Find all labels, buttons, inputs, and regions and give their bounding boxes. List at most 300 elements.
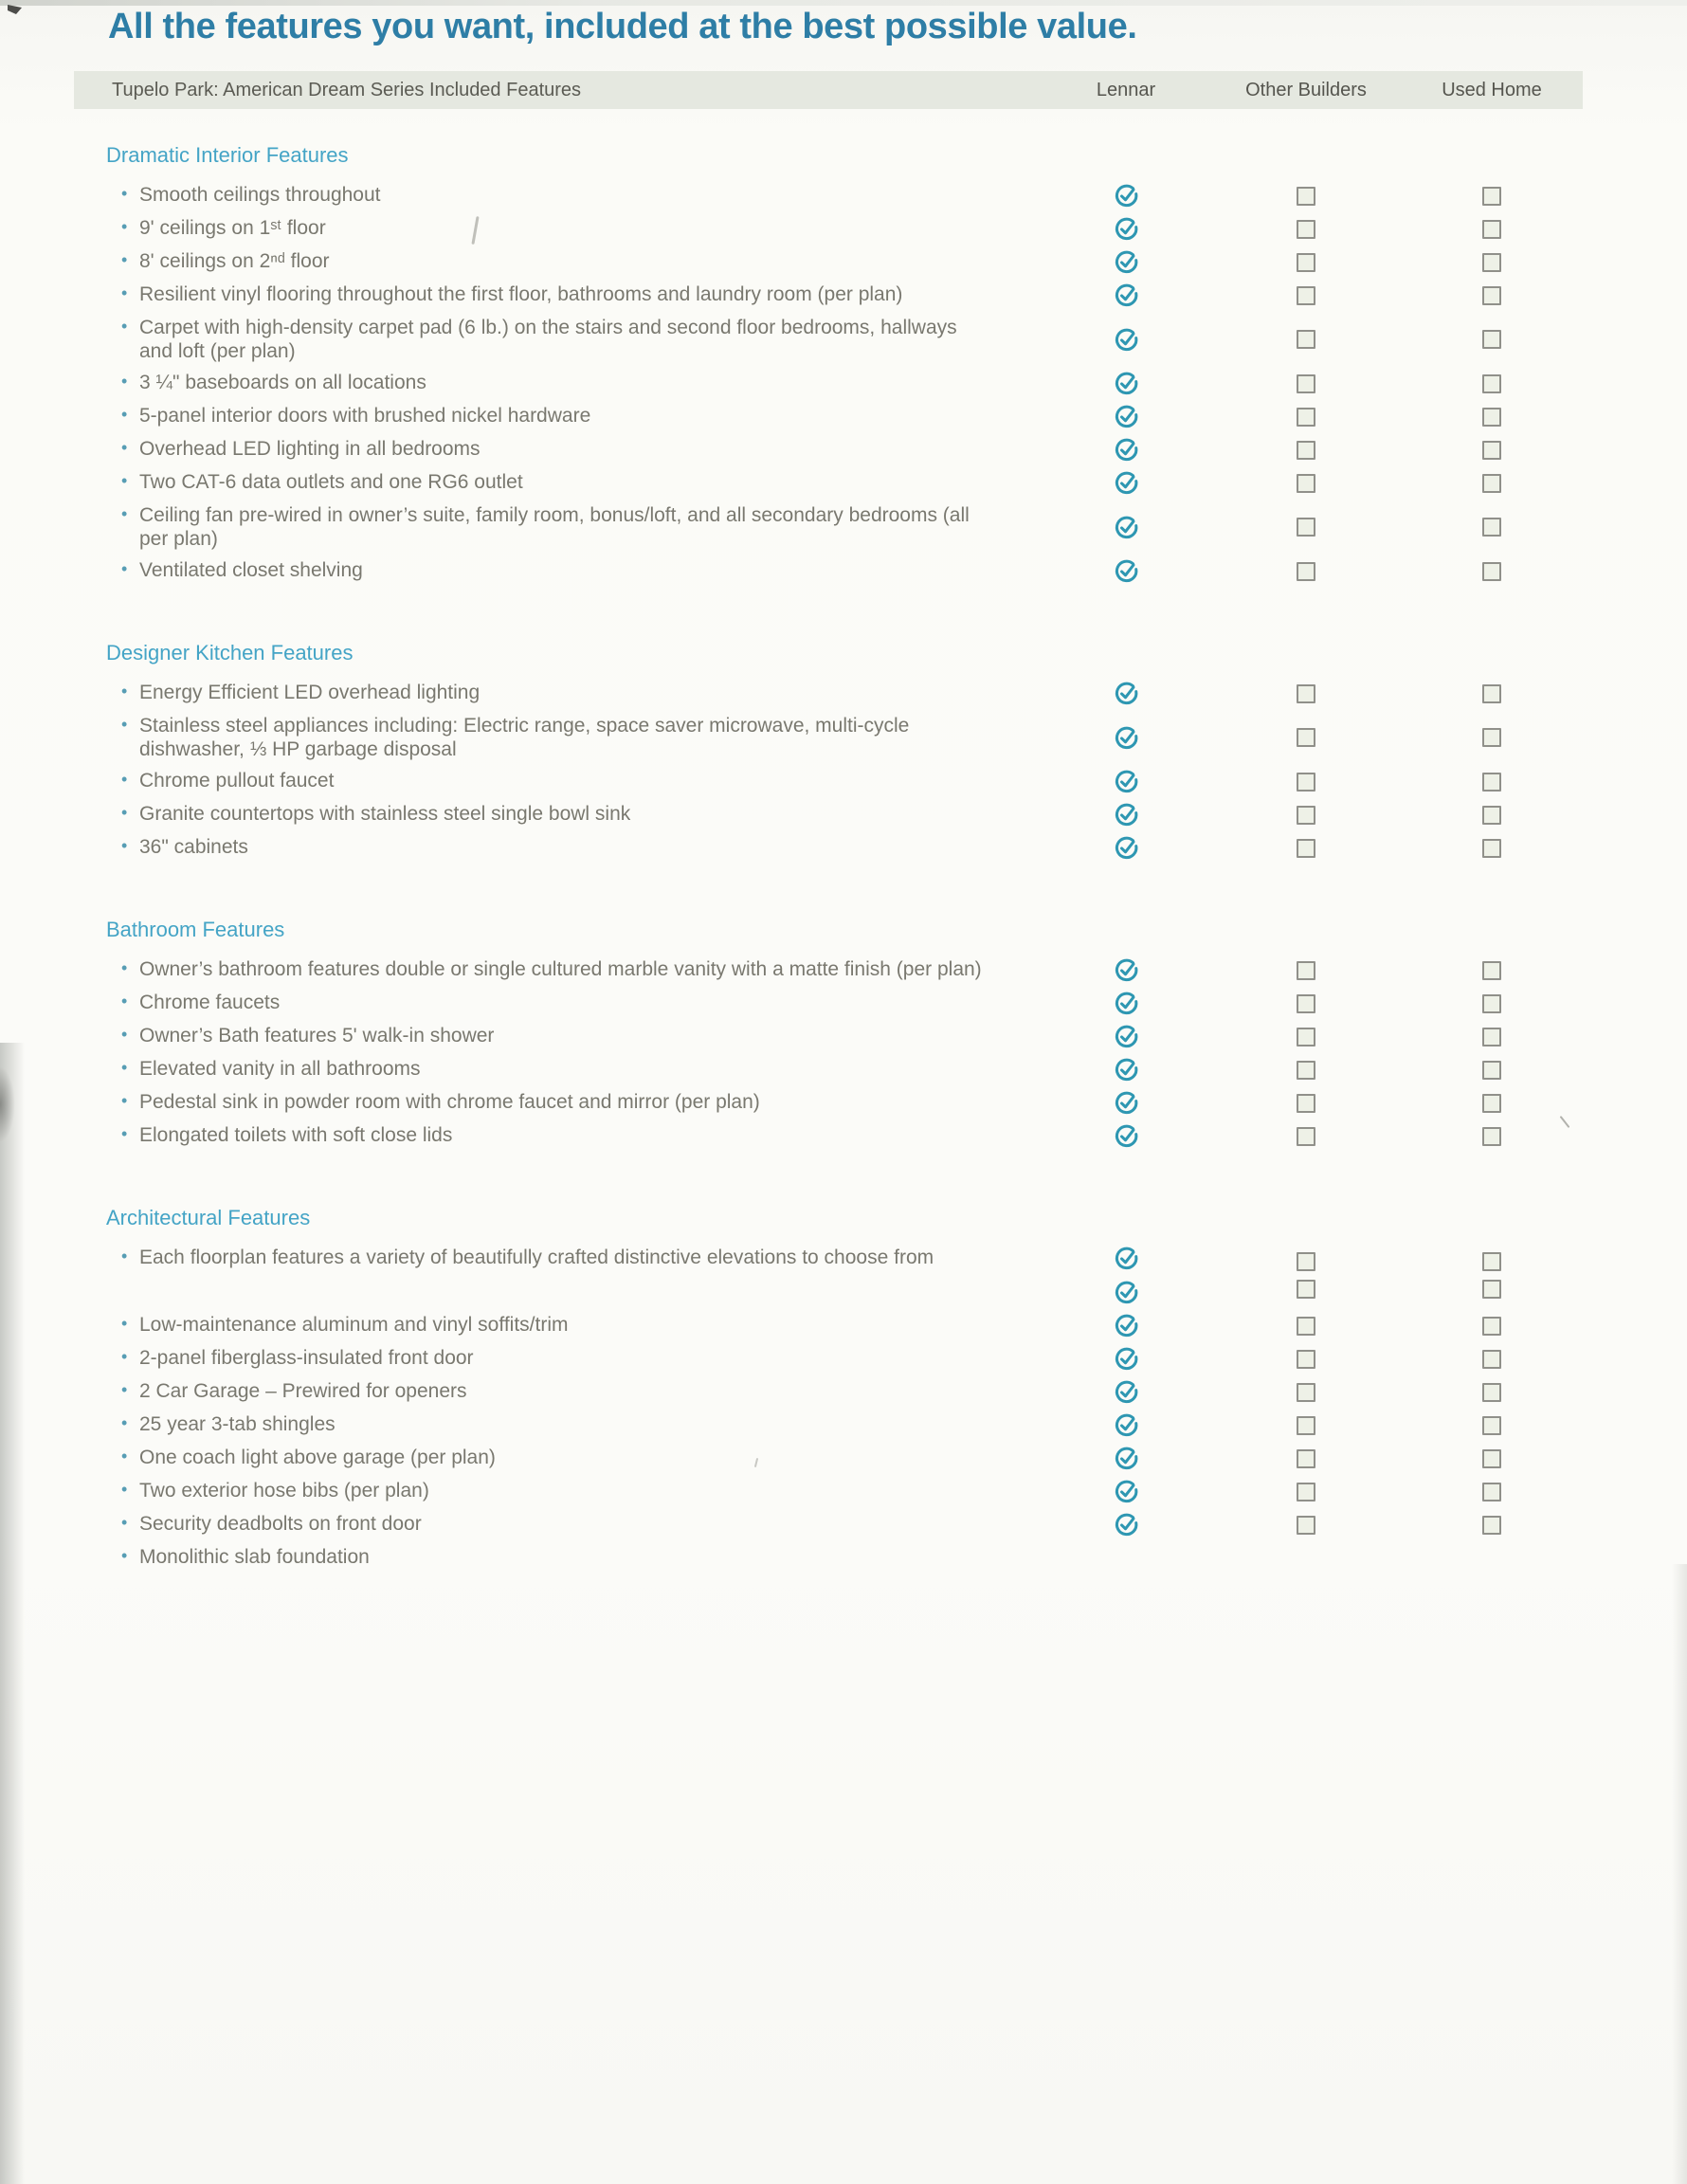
check-circle-icon: [1114, 1346, 1139, 1372]
feature-text-cell: [74, 246, 1041, 279]
feature-text-cell: [74, 1053, 1041, 1086]
used-home-mark-cell: [1401, 179, 1583, 212]
used-home-mark-cell: [1401, 677, 1583, 710]
feature-text-cell: [74, 1119, 1041, 1153]
feature-row: [74, 1442, 1583, 1475]
empty-checkbox-icon: [1482, 1449, 1501, 1468]
feature-section: [74, 143, 1583, 588]
empty-checkbox-icon: [1482, 1516, 1501, 1535]
feature-row: [74, 1053, 1583, 1086]
bullet-icon: [121, 1544, 127, 1568]
feature-text: 8' ceilings on 2ⁿᵈ floor: [139, 250, 330, 272]
empty-checkbox-icon: [1297, 1280, 1315, 1299]
other-builders-mark-cell: [1211, 987, 1401, 1020]
lennar-mark-cell: [1041, 1409, 1211, 1442]
feature-text: Ceiling fan pre-wired in owner’s suite, family room, bonus/loft, and all secondary bedrooms (all per plan): [139, 504, 970, 550]
empty-checkbox-icon: [1482, 562, 1501, 581]
check-circle-icon: [1114, 1123, 1139, 1149]
empty-checkbox-icon: [1297, 286, 1315, 305]
empty-checkbox-icon: [1297, 408, 1315, 427]
empty-checkbox-icon: [1297, 1449, 1315, 1468]
feature-text-cell: [74, 987, 1041, 1020]
used-home-mark-cell: [1401, 987, 1583, 1020]
check-circle-icon: [1114, 1246, 1139, 1271]
check-circle-icon: [1114, 558, 1139, 584]
empty-checkbox-icon: [1297, 518, 1315, 537]
used-home-mark-cell: [1401, 212, 1583, 246]
bullet-icon: [121, 1245, 127, 1268]
feature-text-cell: [74, 367, 1041, 400]
empty-checkbox-icon: [1482, 773, 1501, 792]
other-builders-mark-cell: [1211, 1053, 1401, 1086]
check-circle-icon: [1114, 1280, 1139, 1305]
bullet-icon: [121, 557, 127, 581]
lennar-mark-cell: [1041, 1508, 1211, 1541]
feature-table-body: [74, 143, 1583, 1573]
empty-checkbox-icon: [1482, 1127, 1501, 1146]
empty-checkbox-icon: [1297, 1383, 1315, 1402]
other-builders-mark-cell: [1211, 1119, 1401, 1153]
feature-text-cell: [74, 1475, 1041, 1508]
lennar-mark-cell: [1041, 1053, 1211, 1086]
feature-text: Granite countertops with stainless steel single bowl sink: [139, 803, 631, 825]
used-home-mark-cell: [1401, 1086, 1583, 1119]
bullet-icon: [121, 215, 127, 239]
other-builders-mark-cell: [1211, 798, 1401, 831]
lennar-mark-cell: [1041, 831, 1211, 864]
feature-text: 2 Car Garage – Prewired for openers: [139, 1380, 467, 1402]
feature-text-cell: [74, 710, 1041, 765]
used-home-mark-cell: [1401, 798, 1583, 831]
bullet-icon: [121, 469, 127, 493]
empty-checkbox-icon: [1482, 1317, 1501, 1336]
feature-text-cell: [74, 1242, 1041, 1309]
feature-text-cell: [74, 1541, 1041, 1573]
used-home-mark-cell: [1401, 500, 1583, 555]
other-builders-mark-cell: [1211, 954, 1401, 987]
check-circle-icon: [1114, 1479, 1139, 1504]
check-circle-icon: [1114, 802, 1139, 828]
lennar-mark-cell: [1041, 1541, 1211, 1573]
check-circle-icon: [1114, 216, 1139, 242]
lennar-mark-cell: [1041, 710, 1211, 765]
feature-row: [74, 1375, 1583, 1409]
empty-checkbox-icon: [1482, 286, 1501, 305]
feature-text-cell: [74, 555, 1041, 588]
bullet-icon: [121, 990, 127, 1013]
feature-row: [74, 1309, 1583, 1342]
empty-checkbox-icon: [1482, 1280, 1501, 1299]
other-builders-mark-cell: [1211, 1309, 1401, 1342]
section-heading: Architectural Features: [106, 1206, 311, 1229]
lennar-mark-cell: [1041, 677, 1211, 710]
lennar-mark-cell: [1041, 1475, 1211, 1508]
check-circle-icon: [1114, 957, 1139, 983]
other-builders-mark-cell: [1211, 831, 1401, 864]
other-builders-mark-cell: [1211, 433, 1401, 466]
scan-edge-left: [0, 1043, 25, 2184]
empty-checkbox-icon: [1482, 1094, 1501, 1113]
feature-row: [74, 1541, 1583, 1573]
other-builders-mark-cell: [1211, 1342, 1401, 1375]
empty-checkbox-icon: [1297, 562, 1315, 581]
feature-row: [74, 987, 1583, 1020]
feature-text-cell: [74, 500, 1041, 555]
other-builders-mark-cell: [1211, 179, 1401, 212]
lennar-mark-cell: [1041, 1086, 1211, 1119]
lennar-mark-cell: [1041, 1020, 1211, 1053]
used-home-mark-cell: [1401, 1053, 1583, 1086]
empty-checkbox-icon: [1297, 1483, 1315, 1502]
empty-checkbox-icon: [1482, 408, 1501, 427]
check-circle-icon: [1114, 681, 1139, 706]
empty-checkbox-icon: [1297, 253, 1315, 272]
other-builders-mark-cell: [1211, 500, 1401, 555]
feature-section: [74, 1206, 1583, 1573]
feature-text: 9' ceilings on 1ˢᵗ floor: [139, 217, 326, 239]
used-home-mark-cell: [1401, 1309, 1583, 1342]
lennar-mark-cell: [1041, 500, 1211, 555]
empty-checkbox-icon: [1482, 1483, 1501, 1502]
feature-row: [74, 677, 1583, 710]
empty-checkbox-icon: [1482, 1416, 1501, 1435]
feature-text-cell: [74, 1309, 1041, 1342]
lennar-mark-cell: [1041, 279, 1211, 312]
empty-checkbox-icon: [1297, 220, 1315, 239]
lennar-mark-cell: [1041, 987, 1211, 1020]
used-home-mark-cell: [1401, 555, 1583, 588]
feature-text-cell: [74, 312, 1041, 367]
other-builders-mark-cell: [1211, 1508, 1401, 1541]
empty-checkbox-icon: [1482, 1383, 1501, 1402]
feature-text: 25 year 3-tab shingles: [139, 1413, 336, 1435]
bullet-icon: [121, 768, 127, 792]
feature-text-cell: [74, 212, 1041, 246]
check-circle-icon: [1114, 249, 1139, 275]
feature-text: Stainless steel appliances including: Electric range, space saver microwave, multi-cycle dishwasher, ⅓ HP garbage disposal: [139, 715, 910, 760]
feature-text: Low-maintenance aluminum and vinyl soffits/trim: [139, 1314, 569, 1336]
bullet-icon: [121, 1378, 127, 1402]
feature-text-cell: [74, 831, 1041, 864]
empty-checkbox-icon: [1297, 187, 1315, 206]
lennar-mark-cell: [1041, 312, 1211, 367]
lennar-mark-cell: [1041, 179, 1211, 212]
check-circle-icon: [1114, 1313, 1139, 1338]
empty-checkbox-icon: [1482, 1028, 1501, 1046]
feature-text: Security deadbolts on front door: [139, 1513, 422, 1535]
lennar-mark-cell: [1041, 1375, 1211, 1409]
check-circle-icon: [1114, 1090, 1139, 1116]
empty-checkbox-icon: [1482, 253, 1501, 272]
check-circle-icon: [1114, 371, 1139, 396]
bullet-icon: [121, 713, 127, 737]
feature-row: [74, 1475, 1583, 1508]
used-home-mark-cell: [1401, 1409, 1583, 1442]
feature-section: [74, 641, 1583, 864]
feature-text-cell: [74, 1508, 1041, 1541]
feature-row: [74, 433, 1583, 466]
other-builders-mark-cell: [1211, 1475, 1401, 1508]
empty-checkbox-icon: [1297, 1252, 1315, 1271]
feature-row: [74, 400, 1583, 433]
empty-checkbox-icon: [1297, 1350, 1315, 1369]
empty-checkbox-icon: [1482, 1061, 1501, 1080]
bullet-icon: [121, 834, 127, 858]
lennar-mark-cell: [1041, 212, 1211, 246]
empty-checkbox-icon: [1482, 839, 1501, 858]
lennar-mark-cell: [1041, 1442, 1211, 1475]
feature-text-cell: [74, 400, 1041, 433]
check-circle-icon: [1114, 437, 1139, 463]
bullet-icon: [121, 248, 127, 272]
bullet-icon: [121, 801, 127, 825]
features-table: [74, 71, 1583, 1573]
feature-row: [74, 1119, 1583, 1153]
bullet-icon: [121, 1023, 127, 1046]
check-circle-icon: [1114, 991, 1139, 1016]
used-home-mark-cell: [1401, 1020, 1583, 1053]
feature-row: [74, 367, 1583, 400]
check-circle-icon: [1114, 725, 1139, 751]
feature-text-cell: [74, 1086, 1041, 1119]
lennar-mark-cell: [1041, 765, 1211, 798]
empty-checkbox-icon: [1297, 1127, 1315, 1146]
bullet-icon: [121, 1345, 127, 1369]
used-home-mark-cell: [1401, 765, 1583, 798]
lennar-mark-cell: [1041, 433, 1211, 466]
feature-row: [74, 710, 1583, 765]
table-header-row: [74, 71, 1583, 109]
feature-row: [74, 500, 1583, 555]
bullet-icon: [121, 315, 127, 338]
other-builders-mark-cell: [1211, 246, 1401, 279]
other-builders-mark-cell: [1211, 466, 1401, 500]
feature-row: [74, 212, 1583, 246]
used-home-mark-cell: [1401, 1375, 1583, 1409]
check-circle-icon: [1114, 835, 1139, 861]
table-title: Tupelo Park: American Dream Series Included Features: [112, 79, 582, 100]
used-home-mark-cell: [1401, 954, 1583, 987]
feature-row: [74, 1020, 1583, 1053]
flyer-content: [74, 0, 1583, 1573]
empty-checkbox-icon: [1297, 806, 1315, 825]
feature-row: [74, 765, 1583, 798]
section-items: [74, 954, 1583, 1153]
used-home-mark-cell: [1401, 1119, 1583, 1153]
other-builders-mark-cell: [1211, 765, 1401, 798]
feature-text: Energy Efficient LED overhead lighting: [139, 682, 481, 703]
lennar-mark-cell: [1041, 1242, 1211, 1309]
check-circle-icon: [1114, 404, 1139, 429]
check-circle-icon: [1114, 1379, 1139, 1405]
feature-row: [74, 179, 1583, 212]
feature-text: Chrome pullout faucet: [139, 770, 335, 792]
empty-checkbox-icon: [1297, 961, 1315, 980]
other-builders-mark-cell: [1211, 1541, 1401, 1573]
section-heading: Dramatic Interior Features: [106, 143, 349, 167]
empty-checkbox-icon: [1482, 961, 1501, 980]
feature-row: [74, 1409, 1583, 1442]
other-builders-mark-cell: [1211, 710, 1401, 765]
check-circle-icon: [1114, 1057, 1139, 1083]
scan-edge-right: [1672, 1564, 1687, 2184]
feature-row: [74, 954, 1583, 987]
feature-text: 3 ¼" baseboards on all locations: [139, 372, 426, 393]
empty-checkbox-icon: [1482, 220, 1501, 239]
feature-text-cell: [74, 1442, 1041, 1475]
check-circle-icon: [1114, 1446, 1139, 1471]
other-builders-mark-cell: [1211, 1020, 1401, 1053]
used-home-mark-cell: [1401, 312, 1583, 367]
feature-text-cell: [74, 1375, 1041, 1409]
feature-text: Each floorplan features a variety of beautifully crafted distinctive elevations to choose from: [139, 1247, 934, 1268]
empty-checkbox-icon: [1297, 1028, 1315, 1046]
feature-text-cell: [74, 179, 1041, 212]
check-circle-icon: [1114, 183, 1139, 209]
lennar-mark-cell: [1041, 798, 1211, 831]
empty-checkbox-icon: [1482, 474, 1501, 493]
lennar-mark-cell: [1041, 1119, 1211, 1153]
bullet-icon: [121, 403, 127, 427]
feature-text: Elongated toilets with soft close lids: [139, 1124, 453, 1146]
used-home-mark-cell: [1401, 1242, 1583, 1309]
empty-checkbox-icon: [1297, 1094, 1315, 1113]
empty-checkbox-icon: [1297, 684, 1315, 703]
feature-text-cell: [74, 1409, 1041, 1442]
empty-checkbox-icon: [1482, 806, 1501, 825]
empty-checkbox-icon: [1482, 1252, 1501, 1271]
other-builders-mark-cell: [1211, 312, 1401, 367]
bullet-icon: [121, 956, 127, 980]
feature-row: [74, 1342, 1583, 1375]
empty-checkbox-icon: [1297, 994, 1315, 1013]
feature-text-cell: [74, 466, 1041, 500]
feature-row: [74, 312, 1583, 367]
feature-text: Two CAT-6 data outlets and one RG6 outlet: [139, 471, 523, 493]
other-builders-mark-cell: [1211, 400, 1401, 433]
feature-text: One coach light above garage (per plan): [139, 1447, 496, 1468]
feature-row: [74, 1086, 1583, 1119]
used-home-mark-cell: [1401, 279, 1583, 312]
used-home-mark-cell: [1401, 466, 1583, 500]
feature-row: [74, 1508, 1583, 1541]
feature-text-cell: [74, 1020, 1041, 1053]
feature-text: Smooth ceilings throughout: [139, 184, 381, 206]
feature-text: Two exterior hose bibs (per plan): [139, 1480, 429, 1502]
other-builders-mark-cell: [1211, 1442, 1401, 1475]
feature-text-cell: [74, 433, 1041, 466]
feature-section: [74, 918, 1583, 1153]
bullet-icon: [121, 1056, 127, 1080]
used-home-mark-cell: [1401, 1342, 1583, 1375]
column-header-used-home: Used Home: [1442, 79, 1542, 100]
bullet-icon: [121, 502, 127, 526]
empty-checkbox-icon: [1297, 374, 1315, 393]
lennar-mark-cell: [1041, 367, 1211, 400]
lennar-mark-cell: [1041, 400, 1211, 433]
empty-checkbox-icon: [1482, 187, 1501, 206]
used-home-mark-cell: [1401, 1475, 1583, 1508]
lennar-mark-cell: [1041, 246, 1211, 279]
feature-text-cell: [74, 279, 1041, 312]
empty-checkbox-icon: [1482, 994, 1501, 1013]
feature-text-cell: [74, 677, 1041, 710]
empty-checkbox-icon: [1297, 1317, 1315, 1336]
lennar-mark-cell: [1041, 954, 1211, 987]
used-home-mark-cell: [1401, 1541, 1583, 1573]
empty-checkbox-icon: [1297, 839, 1315, 858]
section-items: [74, 1242, 1583, 1573]
used-home-mark-cell: [1401, 831, 1583, 864]
check-circle-icon: [1114, 470, 1139, 496]
empty-checkbox-icon: [1297, 773, 1315, 792]
check-circle-icon: [1114, 769, 1139, 794]
other-builders-mark-cell: [1211, 212, 1401, 246]
empty-checkbox-icon: [1297, 441, 1315, 460]
feature-text-cell: [74, 765, 1041, 798]
bullet-icon: [121, 1122, 127, 1146]
bullet-icon: [121, 436, 127, 460]
scan-corner-mark: [8, 5, 22, 14]
bullet-icon: [121, 1511, 127, 1535]
empty-checkbox-icon: [1297, 728, 1315, 747]
feature-row: [74, 798, 1583, 831]
empty-checkbox-icon: [1482, 728, 1501, 747]
check-circle-icon: [1114, 327, 1139, 353]
scan-smudge: [0, 1066, 15, 1142]
bullet-icon: [121, 1411, 127, 1435]
other-builders-mark-cell: [1211, 1409, 1401, 1442]
bullet-icon: [121, 370, 127, 393]
feature-text: 2-panel fiberglass-insulated front door: [139, 1347, 474, 1369]
used-home-mark-cell: [1401, 1442, 1583, 1475]
feature-text: 5-panel interior doors with brushed nickel hardware: [139, 405, 591, 427]
feature-text: 36" cabinets: [139, 836, 248, 858]
feature-row: [74, 1242, 1583, 1309]
other-builders-mark-cell: [1211, 279, 1401, 312]
empty-checkbox-icon: [1297, 330, 1315, 349]
empty-checkbox-icon: [1297, 1061, 1315, 1080]
bullet-icon: [121, 1478, 127, 1502]
empty-checkbox-icon: [1482, 374, 1501, 393]
used-home-mark-cell: [1401, 246, 1583, 279]
page-title: All the features you want, included at the best possible value.: [108, 7, 1137, 46]
other-builders-mark-cell: [1211, 1375, 1401, 1409]
feature-text: Overhead LED lighting in all bedrooms: [139, 438, 481, 460]
feature-text-cell: [74, 798, 1041, 831]
feature-text: Owner’s bathroom features double or single cultured marble vanity with a matte finish (per plan): [139, 958, 982, 980]
section-items: [74, 677, 1583, 864]
feature-text: Carpet with high-density carpet pad (6 lb.) on the stairs and second floor bedrooms, hallways and loft (per plan): [139, 317, 957, 362]
check-circle-icon: [1114, 515, 1139, 540]
empty-checkbox-icon: [1482, 518, 1501, 537]
other-builders-mark-cell: [1211, 677, 1401, 710]
feature-row: [74, 466, 1583, 500]
feature-text: Elevated vanity in all bathrooms: [139, 1058, 421, 1080]
used-home-mark-cell: [1401, 1508, 1583, 1541]
feature-row: [74, 831, 1583, 864]
used-home-mark-cell: [1401, 400, 1583, 433]
used-home-mark-cell: [1401, 433, 1583, 466]
bullet-icon: [121, 1089, 127, 1113]
bullet-icon: [121, 182, 127, 206]
check-circle-icon: [1114, 1512, 1139, 1538]
section-items: [74, 179, 1583, 588]
column-header-lennar: Lennar: [1096, 79, 1156, 100]
other-builders-mark-cell: [1211, 367, 1401, 400]
feature-row: [74, 246, 1583, 279]
used-home-mark-cell: [1401, 367, 1583, 400]
